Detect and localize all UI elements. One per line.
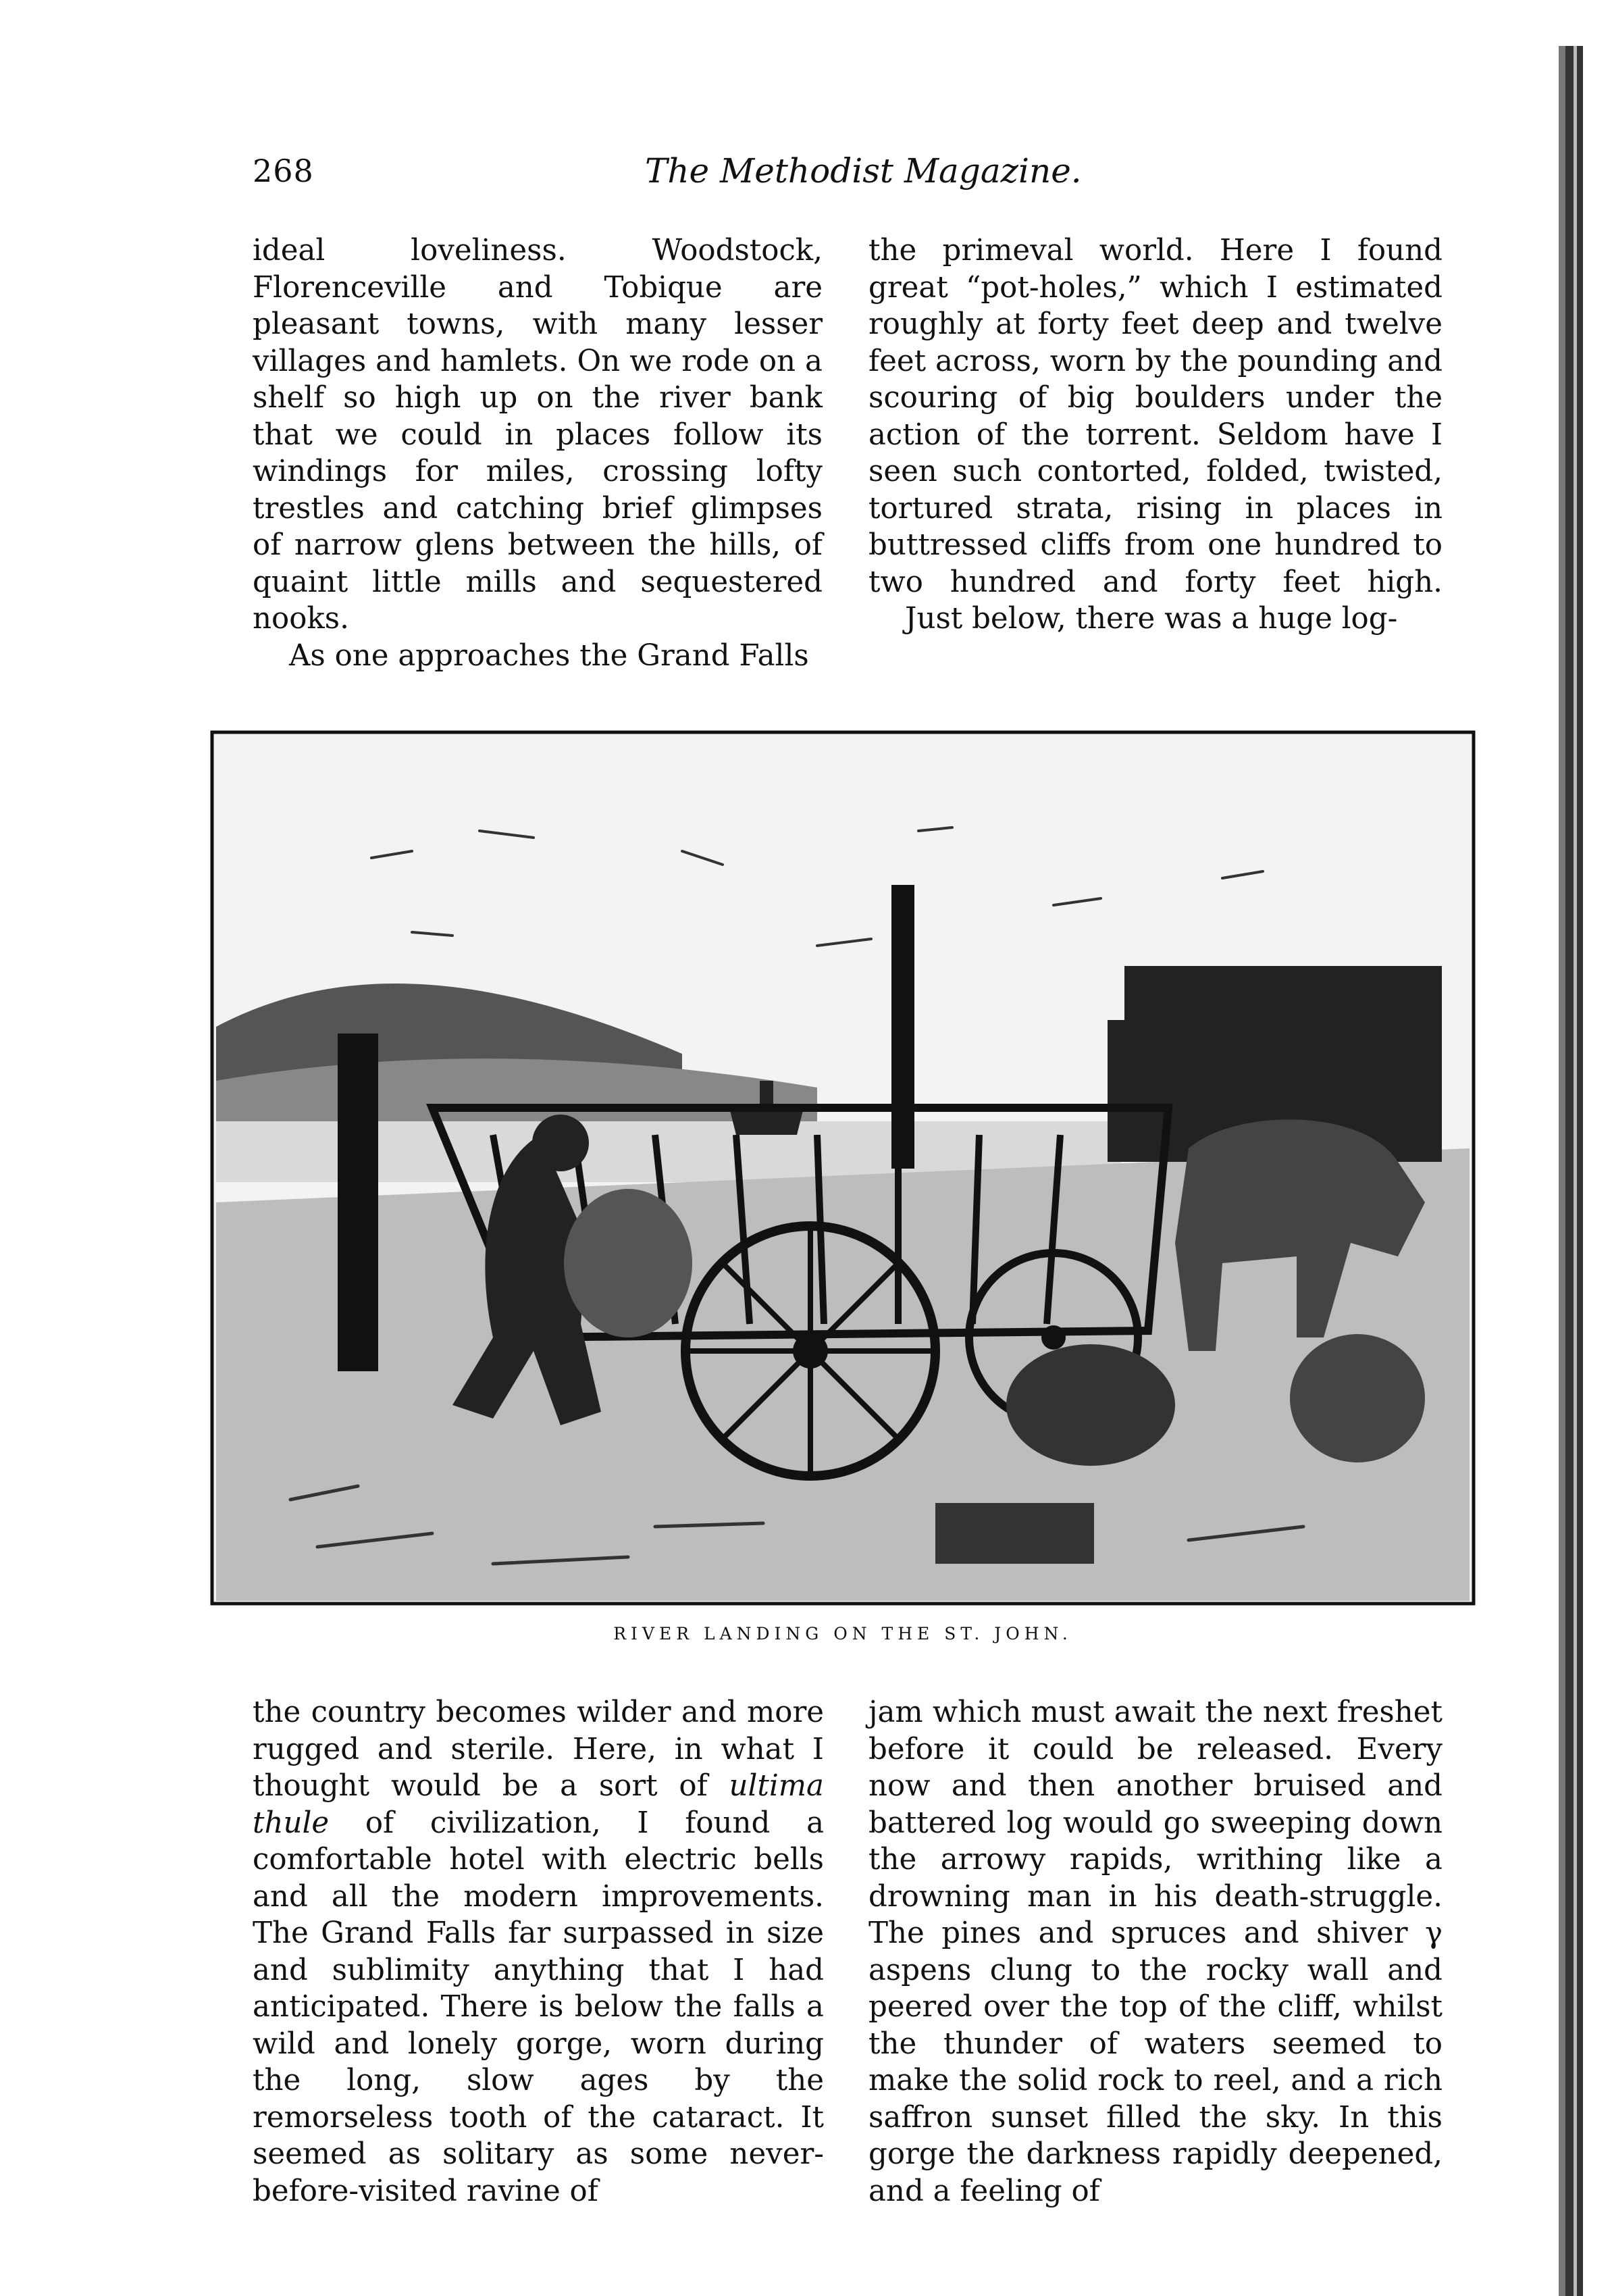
running-head: The Methodist Magazine. [645, 151, 1082, 190]
column-top-right [868, 232, 1443, 638]
paragraph: As one approaches the Grand Falls [289, 638, 809, 673]
italic-phrase: ultima thule [253, 1769, 824, 1840]
column-bottom-left [253, 1694, 824, 2210]
paragraph [253, 1694, 824, 2210]
river-landing-illustration [209, 730, 1476, 1606]
page-number: 268 [253, 153, 314, 189]
paragraph: the primeval world. Here I found great “pot-holes,” which I estimated roughly at forty feet deep and twelve feet across, worn by the pounding and scouring of big boulders under the action of the torrent. Seldom have I seen such contorted, folded, twisted, tortured strata, rising in places in buttressed cliffs from one hundred to two hundred and forty feet high. [868, 234, 1443, 599]
text-run: of civilization, I found a comfortable hotel with electric bells and all the modern improvements. The Grand Falls far surpassed in size and sublimity anything that I had anticipated. There is below the falls a wild and lonely gorge, worn during the long, slow ages by the remorseless tooth of the cataract. It seemed as solitary as some never-before-visited ravine of [253, 1806, 824, 2208]
figure-caption: RIVER LANDING ON THE ST. JOHN. [613, 1624, 1072, 1643]
paragraph: jam which must await the next freshet before it could be released. Every now and then another bruised and battered log would go sweeping down the arrowy rapids, writhing like a drowning man in his death-struggle. The pines and spruces and shiver γ aspens clung to the rocky wall and peered over the top of the cliff, whilst the thunder of waters seemed to make the solid rock to reel, and a rich saffron sunset filled the sky. In this gorge the darkness rapidly deepened, and a feeling of [868, 1695, 1443, 2208]
paragraph: Just below, there was a huge log- [905, 602, 1398, 636]
column-top-left [253, 232, 823, 674]
binding-edge [1555, 46, 1586, 2296]
paragraph: ideal loveliness. Woodstock, Florenceville and Tobique are pleasant towns, with many lesser villages and hamlets. On we rode on a shelf so high up on the river bank that we could in places follow its windings for miles, crossing lofty trestles and catching brief glimpses of narrow glens between the hills, of quaint little mills and sequestered nooks. [253, 234, 823, 636]
column-bottom-right [868, 1694, 1443, 2210]
text-run: the country becomes wilder and more rugged and sterile. Here, in what I thought would be a sort of [253, 1695, 824, 1803]
